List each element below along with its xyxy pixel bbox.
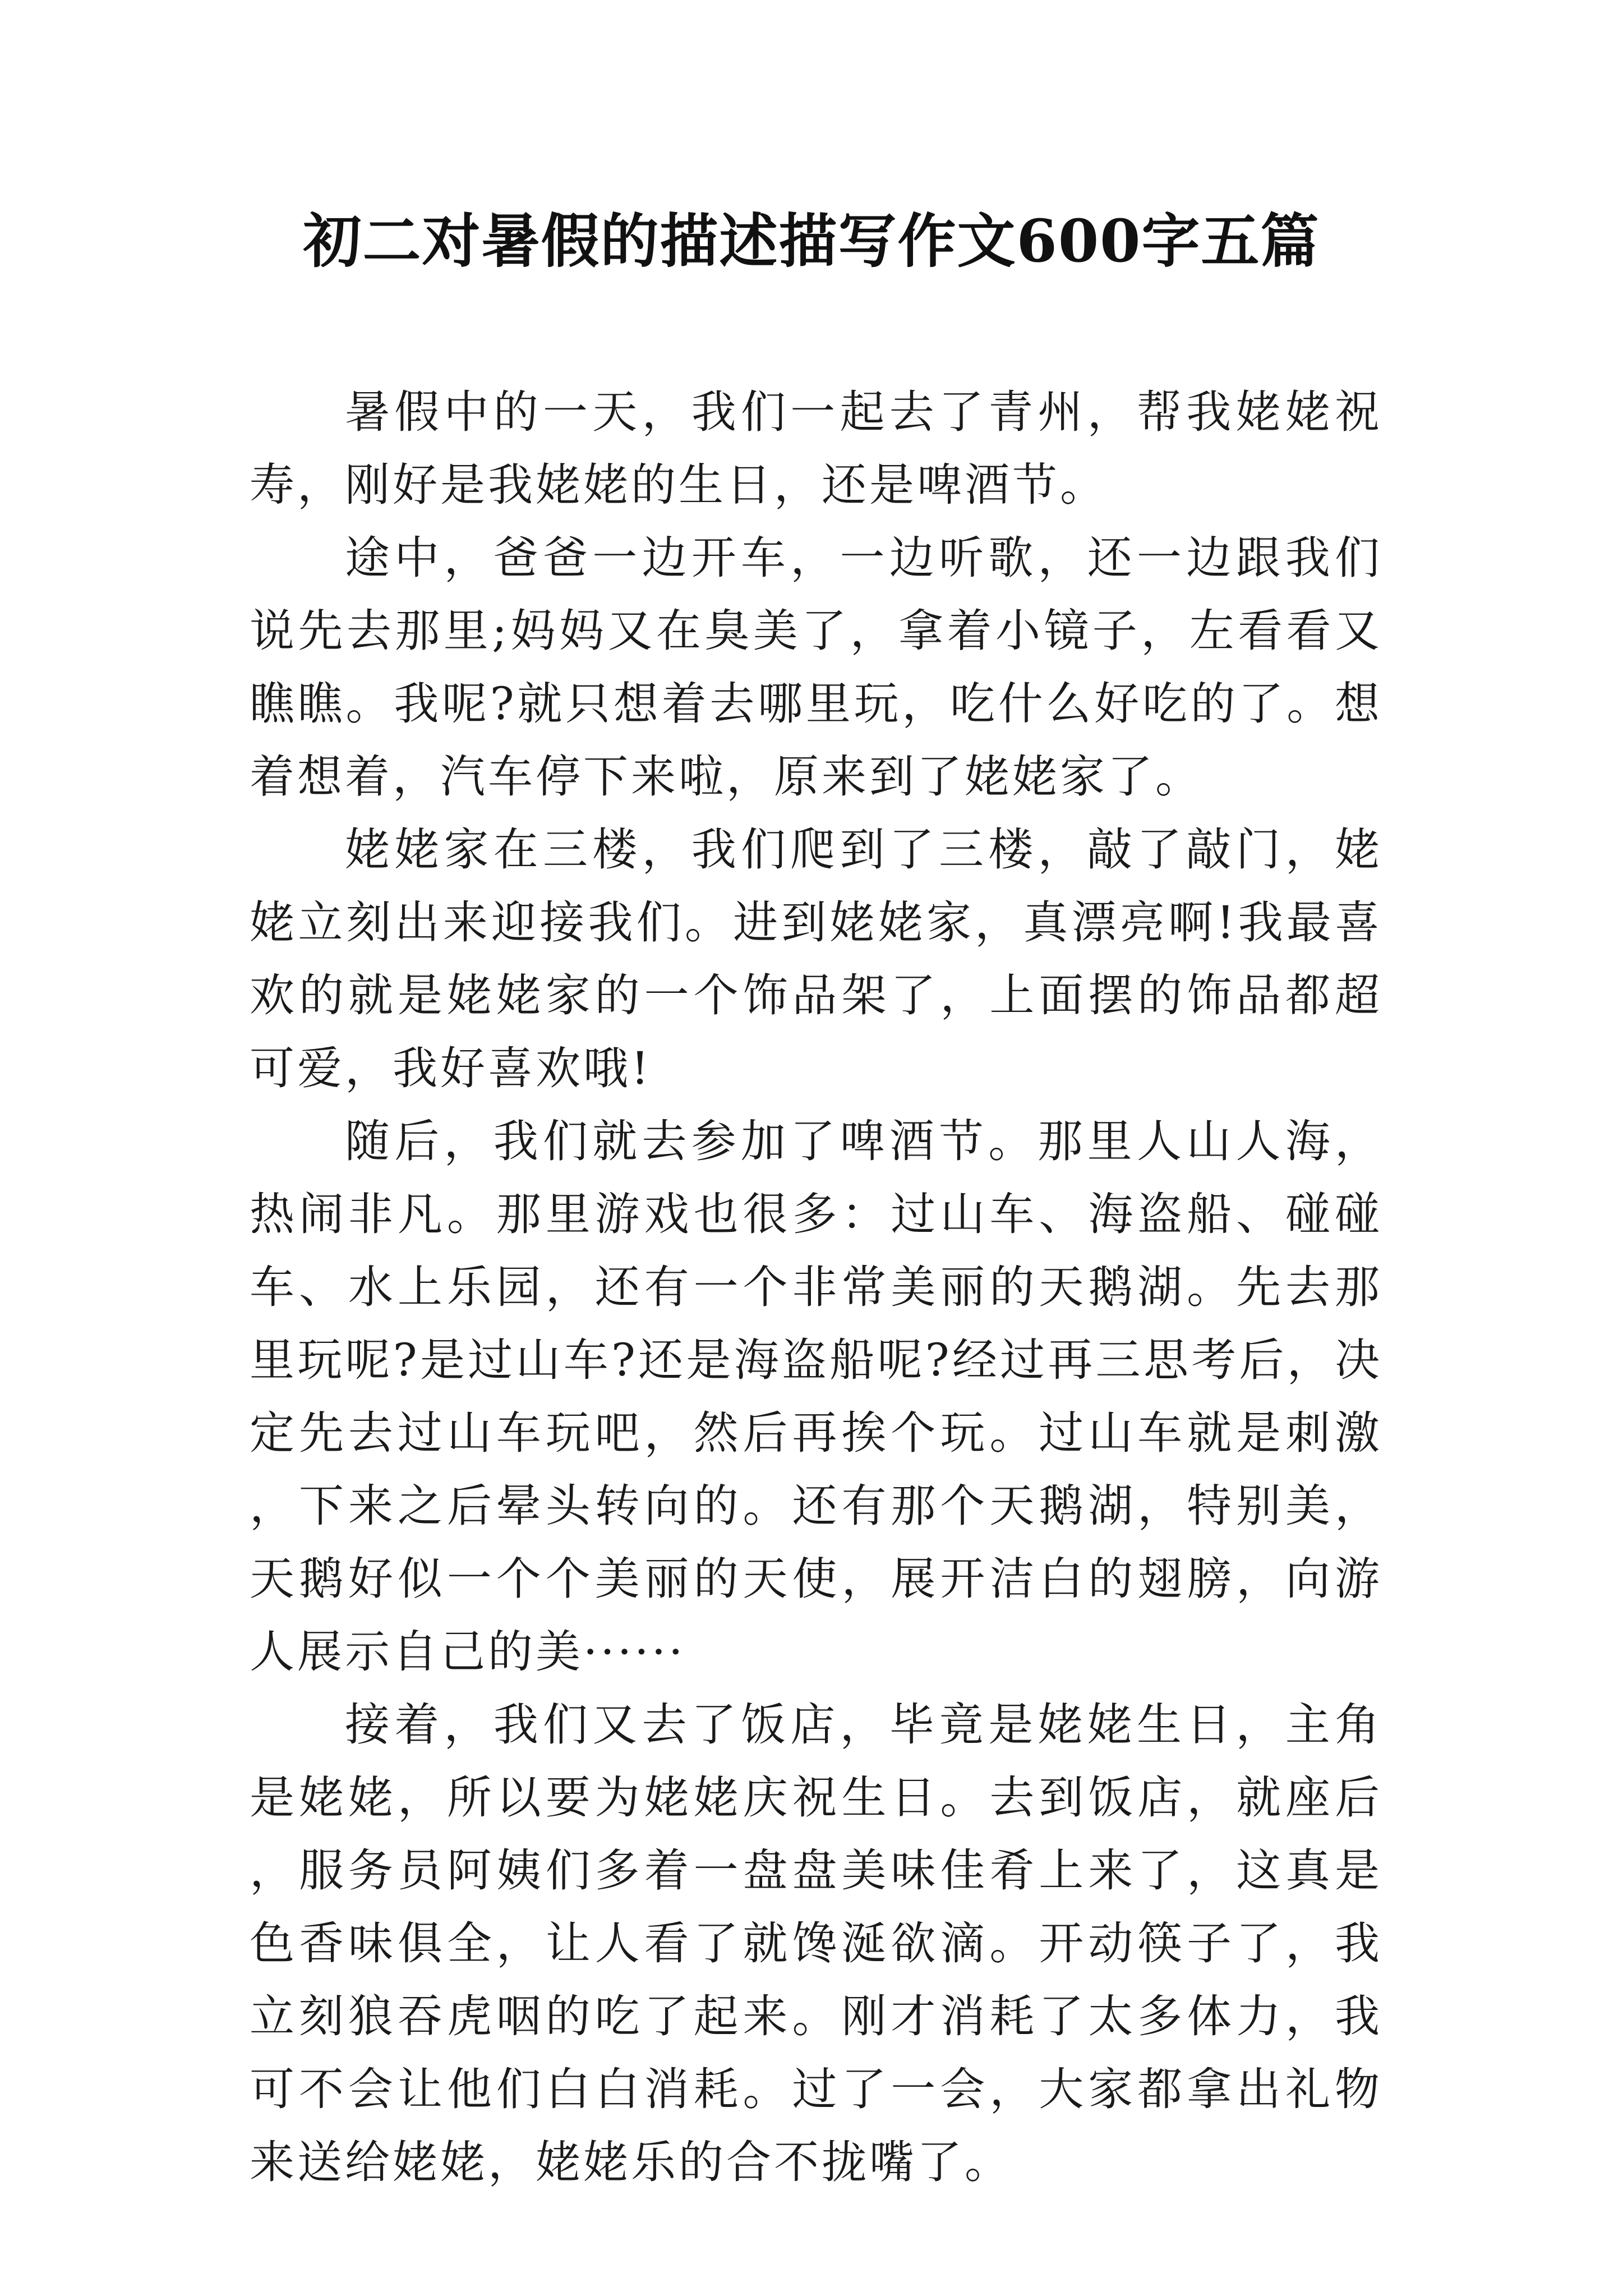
paragraph: 暑假中的一天，我们一起去了青州，帮我姥姥祝寿，刚好是我姥姥的生日，还是啤酒节。 (250, 386, 1382, 511)
paragraph: 接着，我们又去了饭店，毕竟是姥姥生日，主角是姥姥，所以要为姥姥庆祝生日。去到饭店，就座后，服务员阿姨们多着一盘盘美味佳肴上来了，这真是色香味俱全，让人看了就馋涎欲滴。开动筷子了，我立刻狼吞虎咽的吃了起来。刚才消耗了太多体力，我可不会让他们白白消耗。过了一会，大家都拿出礼物来送给姥姥，姥姥乐的合不拢嘴了。 (250, 1699, 1382, 2188)
document-title: 初二对暑假的描述描写作文600字五篇 (303, 206, 1320, 275)
document-body (250, 376, 1382, 2199)
paragraph: 姥姥家在三楼，我们爬到了三楼，敲了敲门，姥姥立刻出来迎接我们。进到姥姥家，真漂亮啊!我最喜欢的就是姥姥家的一个饰品架了，上面摆的饰品都超可爱，我好喜欢哦! (250, 823, 1382, 1094)
paragraph: 随后，我们就去参加了啤酒节。那里人山人海，热闹非凡。那里游戏也很多：过山车、海盗船、碰碰车、水上乐园，还有一个非常美丽的天鹅湖。先去那里玩呢?是过山车?还是海盗船呢?经过再三思考后，决定先去过山车玩吧，然后再挨个玩。过山车就是刺激，下来之后晕头转向的。还有那个天鹅湖，特别美，天鹅好似一个个美丽的天使，展开洁白的翅膀，向游人展示自己的美······ (250, 1115, 1382, 1678)
paragraph: 途中，爸爸一边开车，一边听歌，还一边跟我们说先去那里;妈妈又在臭美了，拿着小镜子，左看看又瞧瞧。我呢?就只想着去哪里玩，吃什么好吃的了。想着想着，汽车停下来啦，原来到了姥姥家了。 (250, 532, 1382, 803)
